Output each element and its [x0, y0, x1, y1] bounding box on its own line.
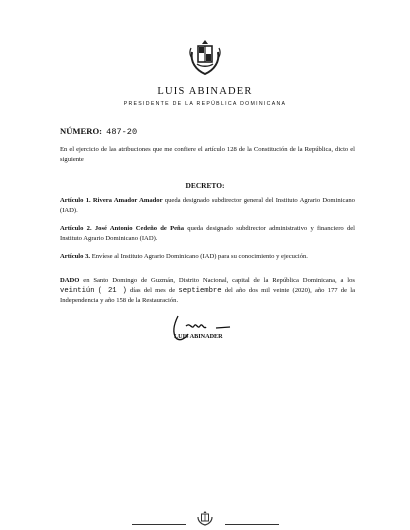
dado-paragraph [60, 276, 355, 306]
footer-coat-of-arms-icon [196, 510, 214, 526]
president-title-subheading: PRESIDENTE DE LA REPÚBLICA DOMINICANA [123, 101, 287, 107]
article-1-text: queda designado subdirector general del Instituto Agrario Dominicano (IAD). [60, 197, 355, 214]
article-1-label: Artículo 1. [60, 197, 91, 204]
dado-day-word: veintiún [60, 286, 95, 295]
dado-label: DADO [60, 277, 80, 284]
president-name-heading: LUIS ABINADER [157, 86, 253, 97]
article-3 [60, 252, 355, 262]
dado-text-1: en Santo Domingo de Guzmán, Distrito Nacional, capital de la República Dominicana, a los [79, 277, 355, 284]
decree-title: DECRETO: [185, 181, 225, 190]
article-2 [60, 224, 355, 243]
decree-number-label: NÚMERO: [60, 126, 103, 136]
article-2-label: Artículo 2. [60, 225, 92, 232]
article-1 [60, 196, 355, 215]
signature-name: LUIS ABINADER [174, 333, 223, 340]
article-2-appointee: José Antonio Cedeño de Peña [94, 225, 185, 232]
decree-number [60, 126, 137, 137]
article-3-label: Artículo 3. [60, 253, 91, 260]
decree-number-value: 487-20 [106, 127, 138, 137]
coat-of-arms-seal [188, 38, 222, 76]
dado-text-2: días del mes de [126, 286, 179, 294]
footer-divider-left [132, 524, 186, 525]
article-3-text: Envíese al Instituto Agrario Dominicano (IAD) para su conocimiento y ejecución. [90, 253, 308, 260]
preamble-paragraph: En el ejercicio de las atribuciones que me confiere el artículo 128 de la Constitución de la República, dicto el siguiente [60, 146, 355, 163]
dado-text-3: del año dos mil veinte (2020), año 177 de la Independencia y año 158 de la Restauración. [60, 286, 356, 305]
dado-day-number: ( 21 ) [97, 286, 127, 295]
dado-month: septiembre [178, 286, 222, 295]
article-1-appointee: Rivera Amador Amador [92, 197, 163, 204]
footer-divider-right [225, 524, 279, 525]
article-2-text: queda designado subdirector administrativo y financiero del Instituto Agrario Dominicano (IAD). [60, 225, 355, 242]
